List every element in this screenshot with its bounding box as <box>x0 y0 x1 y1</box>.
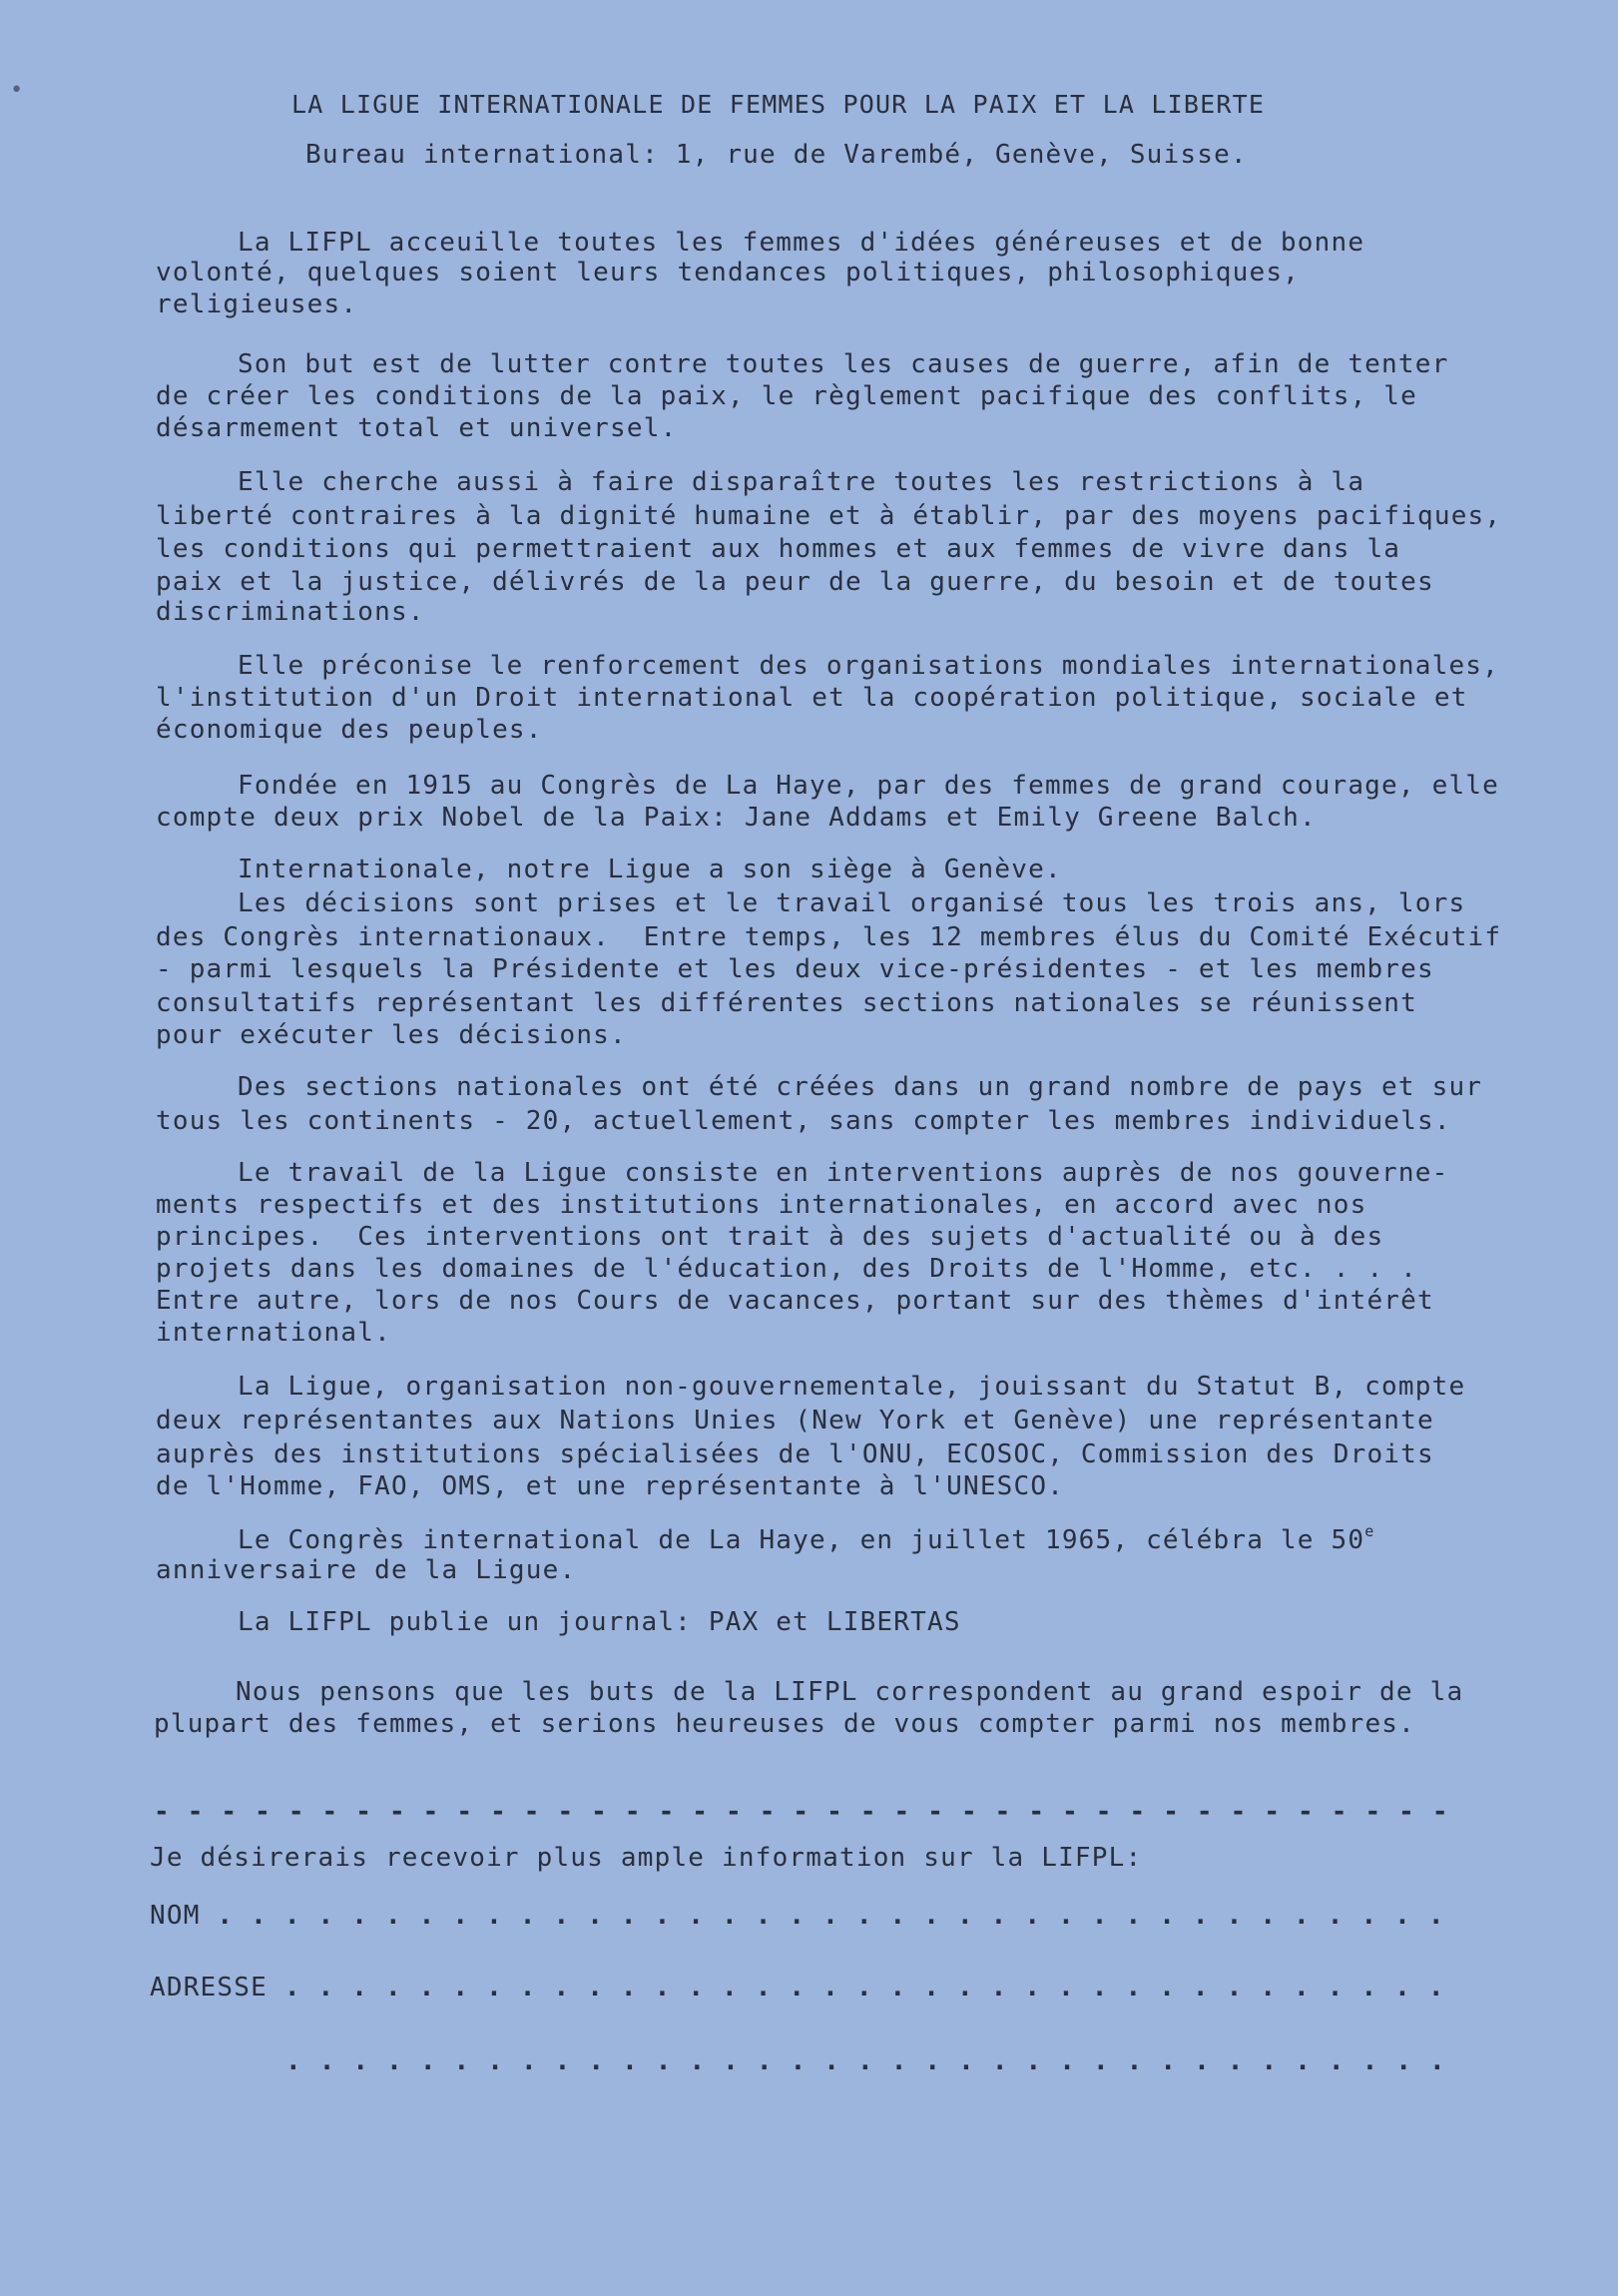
adresse-second-line[interactable]: . . . . . . . . . . . . . . . . . . . . . . . . . . . . . . . . . . . <box>285 2046 1446 2076</box>
paragraph-line: La LIFPL acceuille toutes les femmes d'idées généreuses et de bonne <box>238 228 1365 258</box>
ordinal-suffix: e <box>1364 1522 1375 1540</box>
adresse-dotted-line: . . . . . . . . . . . . . . . . . . . . . . . . . . . . . . . . . . . <box>267 1973 1445 2003</box>
paragraph-line: l'institution d'un Droit international et la coopération politique, sociale et <box>156 683 1468 713</box>
paragraph-line: principes. Ces interventions ont trait à des sujets d'actualité ou à des <box>156 1222 1384 1252</box>
paragraph-line: La Ligue, organisation non-gouvernementale, jouissant du Statut B, compte <box>238 1372 1466 1402</box>
paragraph-line: international. <box>156 1318 391 1348</box>
adresse-field[interactable] <box>150 1973 1445 2003</box>
stray-mark: • <box>10 78 24 103</box>
paragraph-line: Elle préconise le renforcement des organisations mondiales internationales, <box>238 651 1499 681</box>
paragraph-line: consultatifs représentant les différentes sections nationales se réunissent <box>156 988 1417 1018</box>
paragraph-line: - parmi lesquels la Présidente et les deux vice-présidentes - et les membres <box>156 954 1434 984</box>
paragraph-line: deux représentantes aux Nations Unies (New York et Genève) une représentante <box>156 1406 1434 1435</box>
paragraph-line: Des sections nationales ont été créées dans un grand nombre de pays et sur <box>238 1072 1483 1102</box>
cut-line: - - - - - - - - - - - - - - - - - - - - - - - - - - - - - - - - - - - - - - - <box>154 1797 1449 1827</box>
paragraph-line: de l'Homme, FAO, OMS, et une représentante à l'UNESCO. <box>156 1471 1065 1501</box>
paragraph-line: auprès des institutions spécialisées de l'ONU, ECOSOC, Commission des Droits <box>156 1439 1434 1469</box>
paragraph-line: tous les continents - 20, actuellement, sans compter les membres individuels. <box>156 1106 1451 1136</box>
paragraph-line: liberté contraires à la dignité humaine et à établir, par des moyens pacifiques, <box>156 501 1502 531</box>
paragraph-line: religieuses. <box>156 289 358 319</box>
journal-line: La LIFPL publie un journal: PAX et LIBERTAS <box>238 1607 961 1637</box>
paragraph-line: plupart des femmes, et serions heureuses de vous compter parmi nos membres. <box>154 1709 1415 1739</box>
paragraph-line: volonté, quelques soient leurs tendances politiques, philosophiques, <box>156 258 1301 287</box>
paragraph-line: projets dans les domaines de l'éducation, des Droits de l'Homme, etc. . . . <box>156 1254 1417 1284</box>
paragraph-line: discriminations. <box>156 597 425 627</box>
office-address: Bureau international: 1, rue de Varembé, Genève, Suisse. <box>305 140 1248 170</box>
paragraph-line: les conditions qui permettraient aux hommes et aux femmes de vivre dans la <box>156 534 1401 564</box>
paragraph-line: désarmement total et universel. <box>156 413 678 443</box>
paragraph-line: Les décisions sont prises et le travail organisé tous les trois ans, lors <box>238 888 1466 918</box>
paragraph-line: de créer les conditions de la paix, le règlement pacifique des conflits, le <box>156 381 1417 411</box>
paragraph-line: anniversaire de la Ligue. <box>156 1555 577 1585</box>
paragraph-line: paix et la justice, délivrés de la peur de la guerre, du besoin et de toutes <box>156 567 1434 597</box>
paragraph-line: économique des peuples. <box>156 715 543 745</box>
paragraph-line: Le travail de la Ligue consiste en interventions auprès de nos gouverne- <box>238 1158 1449 1188</box>
paragraph-line: Nous pensons que les buts de la LIFPL correspondent au grand espoir de la <box>236 1677 1464 1707</box>
paragraph-line: Son but est de lutter contre toutes les causes de guerre, afin de tenter <box>238 349 1449 379</box>
paragraph-line <box>238 1522 1375 1555</box>
paragraph-line: Entre autre, lors de nos Cours de vacances, portant sur des thèmes d'intérêt <box>156 1286 1434 1316</box>
nom-field[interactable] <box>150 1901 1445 1931</box>
paragraph-line: compte deux prix Nobel de la Paix: Jane Addams et Emily Greene Balch. <box>156 803 1317 833</box>
anniversary-text: Le Congrès international de La Haye, en juillet 1965, célébra le 50 <box>238 1525 1365 1555</box>
paragraph-line: Internationale, notre Ligue a son siège à Genève. <box>238 855 1062 884</box>
paragraph-line: Elle cherche aussi à faire disparaître toutes les restrictions à la <box>238 467 1365 497</box>
form-prompt: Je désirerais recevoir plus ample information sur la LIFPL: <box>150 1843 1143 1873</box>
paragraph-line: pour exécuter les décisions. <box>156 1020 627 1050</box>
nom-dotted-line: . . . . . . . . . . . . . . . . . . . . . . . . . . . . . . . . . . . . . <box>200 1901 1445 1931</box>
nom-label: NOM <box>150 1901 201 1931</box>
paragraph-line: ments respectifs et des institutions internationales, en accord avec nos <box>156 1190 1367 1220</box>
paragraph-line: Fondée en 1915 au Congrès de La Haye, par des femmes de grand courage, elle <box>238 771 1499 801</box>
paragraph-line: des Congrès internationaux. Entre temps, les 12 membres élus du Comité Exécutif <box>156 922 1502 952</box>
adresse-label: ADRESSE <box>150 1973 268 2003</box>
document-title: LA LIGUE INTERNATIONALE DE FEMMES POUR LA PAIX ET LA LIBERTE <box>291 90 1266 119</box>
